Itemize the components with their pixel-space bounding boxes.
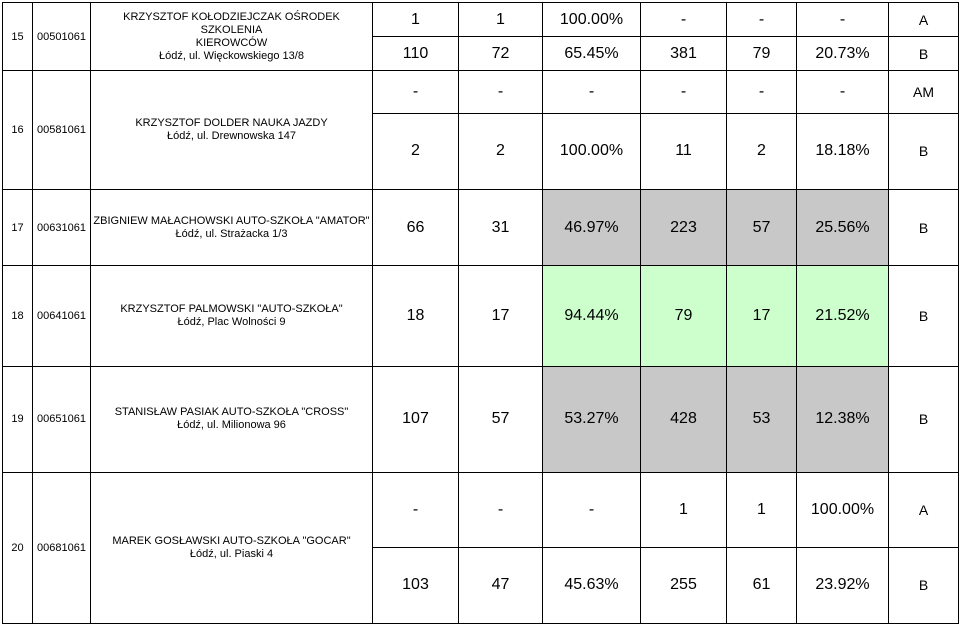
category-cell: AM: [889, 71, 959, 113]
stat-cell: 79: [727, 37, 797, 71]
stat-cell: 2: [727, 113, 797, 189]
school-name-line: KRZYSZTOF PALMOWSKI "AUTO-SZKOŁA": [120, 302, 343, 315]
stat-cell: 31: [459, 189, 543, 265]
stat-cell: 53: [727, 366, 797, 473]
stat-cell: 79: [641, 266, 727, 366]
stat-cell: -: [459, 71, 543, 113]
stat-cell: 110: [373, 37, 459, 71]
stat-cell: -: [727, 3, 797, 37]
school-name-cell: [91, 366, 373, 473]
school-name-line: Łódź, Plac Wolności 9: [177, 315, 286, 328]
stat-cell: 100.00%: [543, 113, 641, 189]
row-number-cell: 19: [3, 366, 33, 473]
stat-cell: 17: [459, 266, 543, 366]
stat-cell: 1: [373, 3, 459, 37]
row-number-cell: 20: [3, 473, 33, 624]
stat-cell: -: [797, 3, 889, 37]
school-name-line: Łódź, ul. Milionowa 96: [177, 419, 286, 432]
stat-cell: -: [459, 473, 543, 547]
stat-cell: -: [373, 71, 459, 113]
school-name-line: Łódź, ul. Strażacka 1/3: [175, 227, 288, 240]
school-code-cell: 00681061: [33, 473, 91, 624]
stat-cell: 381: [641, 37, 727, 71]
stat-cell: 21.52%: [797, 266, 889, 366]
stat-cell: 53.27%: [543, 366, 641, 473]
category-cell: A: [889, 473, 959, 547]
school-code-cell: 00501061: [33, 3, 91, 71]
school-name-line: Łódź, ul. Drewnowska 147: [166, 130, 296, 143]
school-name-cell: [91, 189, 373, 265]
category-cell: B: [889, 547, 959, 623]
stat-cell: 25.56%: [797, 189, 889, 265]
stat-cell: 2: [459, 113, 543, 189]
stat-cell: 100.00%: [797, 473, 889, 547]
school-code-cell: 00641061: [33, 266, 91, 366]
stat-cell: 1: [459, 3, 543, 37]
stat-cell: 255: [641, 547, 727, 623]
stat-cell: 2: [373, 113, 459, 189]
stat-cell: 66: [373, 189, 459, 265]
school-name-line: KRZYSZTOF DOLDER NAUKA JAZDY: [135, 117, 328, 130]
table-row: [3, 3, 959, 37]
stat-cell: 23.92%: [797, 547, 889, 623]
table-row: [3, 266, 959, 366]
stat-cell: 45.63%: [543, 547, 641, 623]
row-number-cell: 16: [3, 71, 33, 190]
school-name-line: KIEROWCÓW: [195, 36, 268, 49]
category-cell: B: [889, 113, 959, 189]
stat-cell: 57: [727, 189, 797, 265]
stat-cell: 20.73%: [797, 37, 889, 71]
stat-cell: 1: [641, 473, 727, 547]
stat-cell: 1: [727, 473, 797, 547]
row-number-cell: 18: [3, 266, 33, 366]
school-name-line: STANISŁAW PASIAK AUTO-SZKOŁA "CROSS": [114, 406, 349, 419]
school-name-line: Łódź, ul. Piaski 4: [189, 548, 274, 561]
table-row: [3, 71, 959, 113]
stat-cell: 11: [641, 113, 727, 189]
stat-cell: -: [373, 473, 459, 547]
stat-cell: 61: [727, 547, 797, 623]
stat-cell: 94.44%: [543, 266, 641, 366]
school-name-line: ZBIGNIEW MAŁACHOWSKI AUTO-SZKOŁA "AMATOR": [93, 214, 370, 227]
stat-cell: -: [543, 473, 641, 547]
stat-cell: 46.97%: [543, 189, 641, 265]
category-cell: B: [889, 266, 959, 366]
stat-cell: 18: [373, 266, 459, 366]
results-table: [2, 2, 959, 624]
category-cell: B: [889, 37, 959, 71]
stat-cell: 57: [459, 366, 543, 473]
school-name-cell: [91, 71, 373, 190]
category-cell: A: [889, 3, 959, 37]
stat-cell: -: [641, 3, 727, 37]
table-body: [3, 3, 959, 624]
category-cell: B: [889, 366, 959, 473]
stat-cell: 18.18%: [797, 113, 889, 189]
table-row: [3, 473, 959, 547]
school-name-cell: [91, 266, 373, 366]
stat-cell: -: [727, 71, 797, 113]
category-cell: B: [889, 189, 959, 265]
school-code-cell: 00651061: [33, 366, 91, 473]
stat-cell: 100.00%: [543, 3, 641, 37]
school-code-cell: 00631061: [33, 189, 91, 265]
school-name-line: MAREK GOSŁAWSKI AUTO-SZKOŁA "GOCAR": [112, 535, 351, 548]
school-name-cell: [91, 473, 373, 624]
stat-cell: -: [797, 71, 889, 113]
row-number-cell: 15: [3, 3, 33, 71]
stat-cell: 223: [641, 189, 727, 265]
stat-cell: 17: [727, 266, 797, 366]
school-name-line: Łódź, ul. Więckowskiego 13/8: [159, 49, 304, 62]
stat-cell: 12.38%: [797, 366, 889, 473]
stat-cell: -: [641, 71, 727, 113]
school-code-cell: 00581061: [33, 71, 91, 190]
stat-cell: -: [543, 71, 641, 113]
table-row: [3, 366, 959, 473]
stat-cell: 65.45%: [543, 37, 641, 71]
stat-cell: 103: [373, 547, 459, 623]
stat-cell: 107: [373, 366, 459, 473]
stat-cell: 428: [641, 366, 727, 473]
row-number-cell: 17: [3, 189, 33, 265]
table-row: [3, 189, 959, 265]
school-name-line: KRZYSZTOF KOŁODZIEJCZAK OŚRODEK SZKOLENIA: [123, 10, 340, 36]
school-name-cell: [91, 3, 373, 71]
stat-cell: 47: [459, 547, 543, 623]
stat-cell: 72: [459, 37, 543, 71]
